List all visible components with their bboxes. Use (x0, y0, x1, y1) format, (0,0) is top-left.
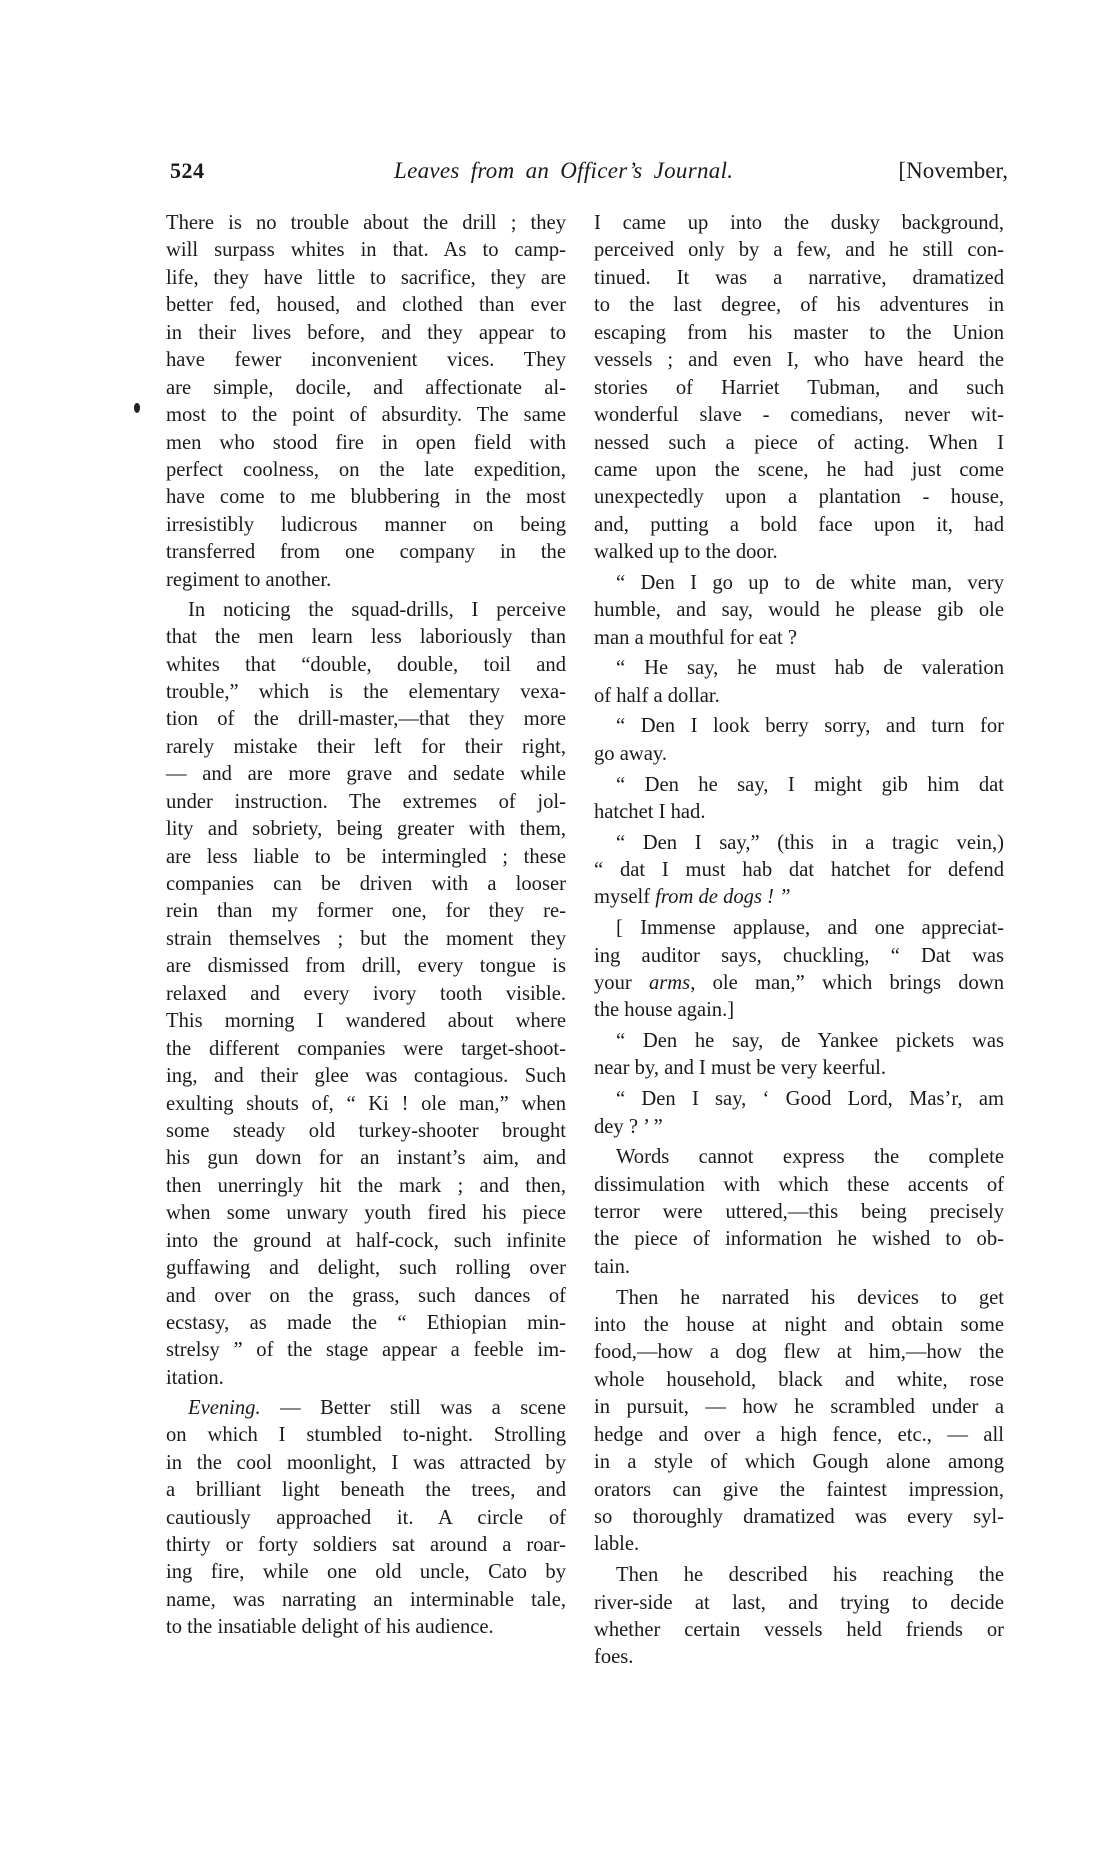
text-line: into the ground at half-cock, such infinite (166, 1229, 566, 1252)
running-head-month: [November, (898, 158, 1008, 183)
paragraph (594, 570, 1004, 652)
text-line: the different companies were target-shoot- (166, 1037, 566, 1060)
text-line: are simple, docile, and affectionate al- (166, 376, 566, 399)
text-line: most to the point of absurdity. The same (166, 404, 566, 427)
text-line: companies can be driven with a looser (166, 873, 566, 895)
text-line: whether certain vessels held friends or (594, 1618, 1004, 1641)
text-line: better fed, housed, and clothed than ever (166, 294, 566, 317)
paragraph (594, 1562, 1004, 1672)
text-line: then unerringly hit the mark ; and then, (166, 1174, 566, 1197)
text-line: dey ? ’ ” (594, 1115, 663, 1138)
text-line: “ Den I go up to de white man, very (616, 571, 1004, 594)
text-line: and over on the grass, such dances of (166, 1284, 566, 1307)
text-line: cautiously approached it. A circle of (166, 1506, 566, 1529)
text-line: your arms, ole man,” which brings down (594, 971, 1004, 994)
text-line: near by, and I must be very keerful. (594, 1057, 887, 1080)
text-line: perceived only by a few, and he still con- (594, 239, 1004, 262)
text-line: river-side at last, and trying to decide (594, 1591, 1004, 1614)
text-line: escaping from his master to the Union (594, 321, 1004, 344)
text-line: terror were uttered,—this being precisely (594, 1201, 1004, 1223)
text-line: relaxed and every ivory tooth visible. (166, 982, 566, 1005)
text-line: into the house at night and obtain some (594, 1313, 1004, 1336)
text-line: orators can give the faintest impression, (594, 1478, 1004, 1501)
text-line: Then he narrated his devices to get (616, 1286, 1004, 1309)
text-line: in the cool moonlight, I was attracted by (166, 1451, 566, 1474)
text-line: a brilliant light beneath the trees, and (166, 1479, 566, 1502)
text-line: of half a dollar. (594, 684, 720, 707)
text-line: Then he described his reaching the (616, 1564, 1004, 1587)
text-line: to the last degree, of his adventures in (594, 294, 1004, 317)
text-line: Words cannot express the complete (616, 1146, 1004, 1169)
text-line: are dismissed from drill, every tongue is (166, 955, 566, 978)
text-line: I came up into the dusky background, (594, 212, 1004, 234)
text-line: ecstasy, as made the “ Ethiopian min- (166, 1312, 566, 1334)
paragraph (594, 830, 1004, 912)
italic-tail: from de dogs ! ” (655, 886, 791, 909)
text-line: “ Den I say,” (this in a tragic vein,) (616, 831, 1004, 854)
text-line: ing, and their glee was contagious. Such (166, 1065, 566, 1088)
text-line: have come to me blubbering in the most (166, 486, 566, 509)
text-line: regiment to another. (166, 568, 332, 591)
text-line: exulting shouts of, “ Ki ! ole man,” when (166, 1092, 566, 1115)
text-line: men who stood fire in open field with (166, 431, 566, 454)
text-line: tinued. It was a narrative, dramatized (594, 266, 1004, 289)
text-line: Evening. — Better still was a scene (188, 1396, 566, 1419)
paragraph (166, 1395, 566, 1642)
text-line: lity and sobriety, being greater with them, (166, 818, 566, 841)
text-line: This morning I wandered about where (166, 1010, 566, 1033)
paragraph (594, 655, 1004, 710)
text-line: so thoroughly dramatized was every syl- (594, 1506, 1004, 1528)
text-line: will surpass whites in that. As to camp- (166, 239, 566, 262)
text-line: stories of Harriet Tubman, and such (594, 376, 1004, 399)
text-line: [ Immense applause, and one appreciat- (616, 917, 1004, 940)
text-line: There is no trouble about the drill ; they (166, 212, 566, 234)
text-line: walked up to the door. (594, 541, 778, 564)
text-line: — and are more grave and sedate while (166, 763, 566, 786)
running-head (166, 158, 1008, 188)
text-line: and, putting a bold face upon it, had (594, 513, 1004, 536)
text-line: humble, and say, would he please gib ole (594, 599, 1004, 622)
text-line: in their lives before, and they appear to (166, 321, 566, 344)
text-line: perfect coolness, on the late expedition, (166, 458, 566, 481)
paragraph (594, 772, 1004, 827)
text-line: hedge and over a high fence, etc., — all (594, 1423, 1004, 1446)
text-line: are less liable to be intermingled ; these (166, 845, 566, 868)
text-line: life, they have little to sacrifice, they are (166, 266, 566, 289)
paragraph (594, 1028, 1004, 1083)
text-line: ing auditor says, chuckling, “ Dat was (594, 944, 1004, 967)
italic-lead: Evening. (188, 1396, 261, 1419)
text-line: “ dat I must hab dat hatchet for defend (594, 859, 1004, 881)
text-line: came upon the scene, he had just come (594, 458, 1004, 481)
text-line: that the men learn less laboriously than (166, 626, 566, 649)
text-line: “ Den I look berry sorry, and turn for (616, 715, 1004, 738)
text-line: have fewer inconvenient vices. They (166, 349, 566, 372)
text-line: “ Den he say, I might gib him dat (616, 773, 1004, 796)
text-line: “ He say, he must hab de valeration (616, 657, 1004, 680)
text-line: whole household, black and white, rose (594, 1368, 1004, 1391)
text-line: the piece of information he wished to ob- (594, 1228, 1004, 1251)
paragraph (166, 597, 566, 1393)
text-line: in pursuit, — how he scrambled under a (594, 1396, 1004, 1419)
text-line: nessed such a piece of acting. When I (594, 431, 1004, 454)
text-line: trouble,” which is the elementary vexa- (166, 680, 566, 703)
text-line: dissimulation with which these accents of (594, 1173, 1004, 1196)
text-line: tion of the drill-master,—that they more (166, 708, 566, 731)
text-line: “ Den he say, de Yankee pickets was (616, 1030, 1004, 1052)
text-line: when some unwary youth fired his piece (166, 1202, 566, 1225)
text-line: lable. (594, 1533, 640, 1556)
paragraph (594, 713, 1004, 768)
text-line: man a mouthful for eat ? (594, 626, 798, 649)
text-line: his gun down for an instant’s aim, and (166, 1147, 566, 1170)
text-line: food,—how a dog flew at him,—how the (594, 1341, 1004, 1364)
ink-blot-mark (134, 403, 140, 413)
paragraph (594, 1285, 1004, 1559)
text-line: “ Den I say, ‘ Good Lord, Mas’r, am (616, 1088, 1004, 1111)
text-line: transferred from one company in the (166, 541, 566, 564)
text-line: name, was narrating an interminable tale, (166, 1588, 566, 1611)
text-line: some steady old turkey-shooter brought (166, 1119, 566, 1142)
page-number: 524 (170, 158, 205, 183)
text-line: irresistibly ludicrous manner on being (166, 513, 566, 536)
journal-title: Leaves from an Officer’s Journal. (394, 158, 734, 183)
paragraph (594, 210, 1004, 567)
paragraph (594, 1086, 1004, 1141)
text-line: myself from de dogs ! ” (594, 886, 791, 909)
left-column (166, 210, 566, 1642)
text-line: in a style of which Gough alone among (594, 1451, 1004, 1474)
paragraph (166, 210, 566, 594)
text-line: rarely mistake their left for their right, (166, 735, 566, 758)
paragraph (594, 1144, 1004, 1281)
right-column (594, 210, 1004, 1672)
text-line: to the insatiable delight of his audience. (166, 1616, 494, 1639)
text-line: vessels ; and even I, who have heard the (594, 349, 1004, 372)
text-line: under instruction. The extremes of jol- (166, 790, 566, 813)
text-line: rein than my former one, for they re- (166, 900, 566, 923)
text-line: tain. (594, 1255, 631, 1278)
text-line: go away. (594, 742, 668, 765)
text-line: the house again.] (594, 999, 735, 1022)
text-line: guffawing and delight, such rolling over (166, 1257, 566, 1280)
text-line: strelsy ” of the stage appear a feeble im- (166, 1339, 566, 1362)
text-line: itation. (166, 1366, 224, 1389)
italic-text: arms (648, 971, 691, 994)
text-line: thirty or forty soldiers sat around a roar- (166, 1534, 566, 1556)
text-line: hatchet I had. (594, 800, 706, 823)
text-line: whites that “double, double, toil and (166, 653, 566, 676)
paragraph (594, 915, 1004, 1025)
text-line: In noticing the squad-drills, I perceive (188, 598, 566, 621)
text-line: unexpectedly upon a plantation - house, (594, 486, 1004, 509)
text-line: strain themselves ; but the moment they (166, 927, 566, 950)
text-line: ing fire, while one old uncle, Cato by (166, 1561, 566, 1584)
text-line: foes. (594, 1646, 634, 1669)
text-line: wonderful slave - comedians, never wit- (594, 404, 1004, 427)
text-line: on which I stumbled to-night. Strolling (166, 1424, 566, 1447)
